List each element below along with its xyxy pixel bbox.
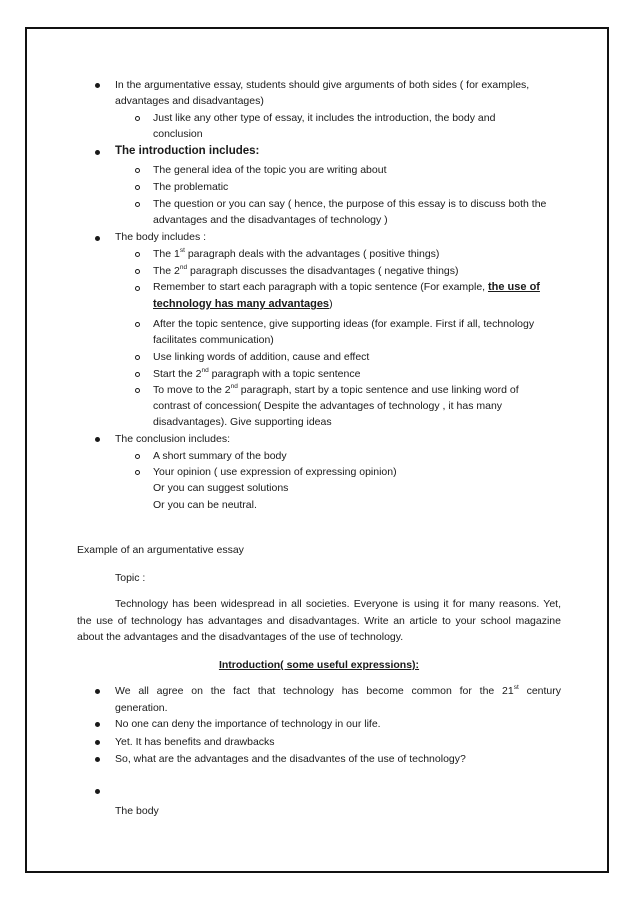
sub-bullet: [135, 454, 140, 459]
expression-item: So, what are the advantages and the disadvantes of the use of technology?: [115, 753, 466, 765]
sub-bullet: [135, 388, 140, 393]
sub-list-item: The general idea of the topic you are writing about: [153, 164, 387, 176]
sub-bullet: [135, 185, 140, 190]
sub-list-item-continued: advantages and the disadvantages of technology ): [153, 214, 388, 226]
sub-list-item: Use linking words of addition, cause and effect: [153, 351, 370, 363]
sub-bullet: [135, 168, 140, 173]
sub-list-item-continued: facilitates communication): [153, 334, 274, 346]
bullet-dot: [95, 789, 100, 794]
sub-list-item: The 2nd paragraph discusses the disadvantages ( negative things): [153, 264, 459, 277]
list-item-continued: advantages and disadvantages): [115, 95, 264, 107]
sub-bullet: [135, 202, 140, 207]
bullet-dot: [95, 83, 100, 88]
bullet-dot: [95, 150, 100, 155]
sub-bullet: [135, 286, 140, 291]
section-heading-introduction: The introduction includes:: [115, 145, 260, 157]
prompt-paragraph-line: Technology has been widespread in all societies. Everyone is using it for many reasons. Yet,: [115, 598, 561, 610]
sub-list-item: Your opinion ( use expression of expressing opinion): [153, 466, 397, 478]
sub-list-item-continued: Or you can be neutral.: [153, 499, 257, 511]
sub-bullet: [135, 322, 140, 327]
page-border: [25, 27, 609, 873]
sub-list-item: The 1st paragraph deals with the advantages ( positive things): [153, 247, 440, 260]
sub-list-item: Remember to start each paragraph with a topic sentence (For example, the use of: [153, 281, 540, 293]
example-emphasis: technology has many advantages: [153, 298, 330, 310]
intro-heading: Introduction( some useful expressions):: [218, 659, 420, 671]
sub-bullet: [135, 355, 140, 360]
body-label: The body: [115, 805, 159, 817]
expression-item: No one can deny the importance of technology in our life.: [115, 718, 381, 730]
sub-list-item: The question or you can say ( hence, the purpose of this essay is to discuss both the: [153, 198, 547, 210]
sub-bullet: [135, 470, 140, 475]
sub-bullet: [135, 269, 140, 274]
expression-item-continued: generation.: [115, 702, 168, 714]
sub-list-item-continued: conclusion: [153, 128, 203, 140]
list-item: The body includes :: [115, 231, 207, 243]
sub-bullet: [135, 116, 140, 121]
list-item: In the argumentative essay, students should give arguments of both sides ( for examples,: [115, 79, 530, 91]
prompt-paragraph-line: the use of technology has advantages and disadvantages. Write an article to your school magazine: [77, 615, 561, 627]
bullet-dot: [95, 236, 100, 241]
sub-bullet: [135, 252, 140, 257]
prompt-paragraph-line: about the advantages and the disadvantages of the use of technology.: [77, 631, 404, 643]
list-item: The conclusion includes:: [115, 433, 230, 445]
sub-list-item-continued: Or you can suggest solutions: [153, 482, 289, 494]
sub-list-item: The problematic: [153, 181, 229, 193]
example-emphasis: the use of: [488, 281, 540, 293]
expression-item: Yet. It has benefits and drawbacks: [115, 736, 275, 748]
bullet-dot: [95, 722, 100, 727]
sub-list-item: A short summary of the body: [153, 450, 287, 462]
sub-list-item: After the topic sentence, give supporting ideas (for example. First if all, technology: [153, 318, 535, 330]
sub-list-item-continued: technology has many advantages): [153, 298, 333, 310]
bullet-dot: [95, 757, 100, 762]
sub-list-item: Start the 2nd paragraph with a topic sentence: [153, 367, 361, 380]
sub-list-item: To move to the 2nd paragraph, start by a topic sentence and use linking word of: [153, 383, 519, 396]
sub-list-item-continued: disadvantages). Give supporting ideas: [153, 416, 332, 428]
sub-list-item: Just like any other type of essay, it includes the introduction, the body and: [153, 112, 496, 124]
bullet-dot: [95, 740, 100, 745]
topic-label: Topic :: [115, 572, 146, 584]
example-heading: Example of an argumentative essay: [77, 544, 244, 556]
bullet-dot: [95, 437, 100, 442]
sub-bullet: [135, 372, 140, 377]
bullet-dot: [95, 689, 100, 694]
sub-list-item-continued: contrast of concession( Despite the advantages of technology , it has many: [153, 400, 503, 412]
expression-item: We all agree on the fact that technology has become common for the 21st century: [115, 684, 561, 697]
